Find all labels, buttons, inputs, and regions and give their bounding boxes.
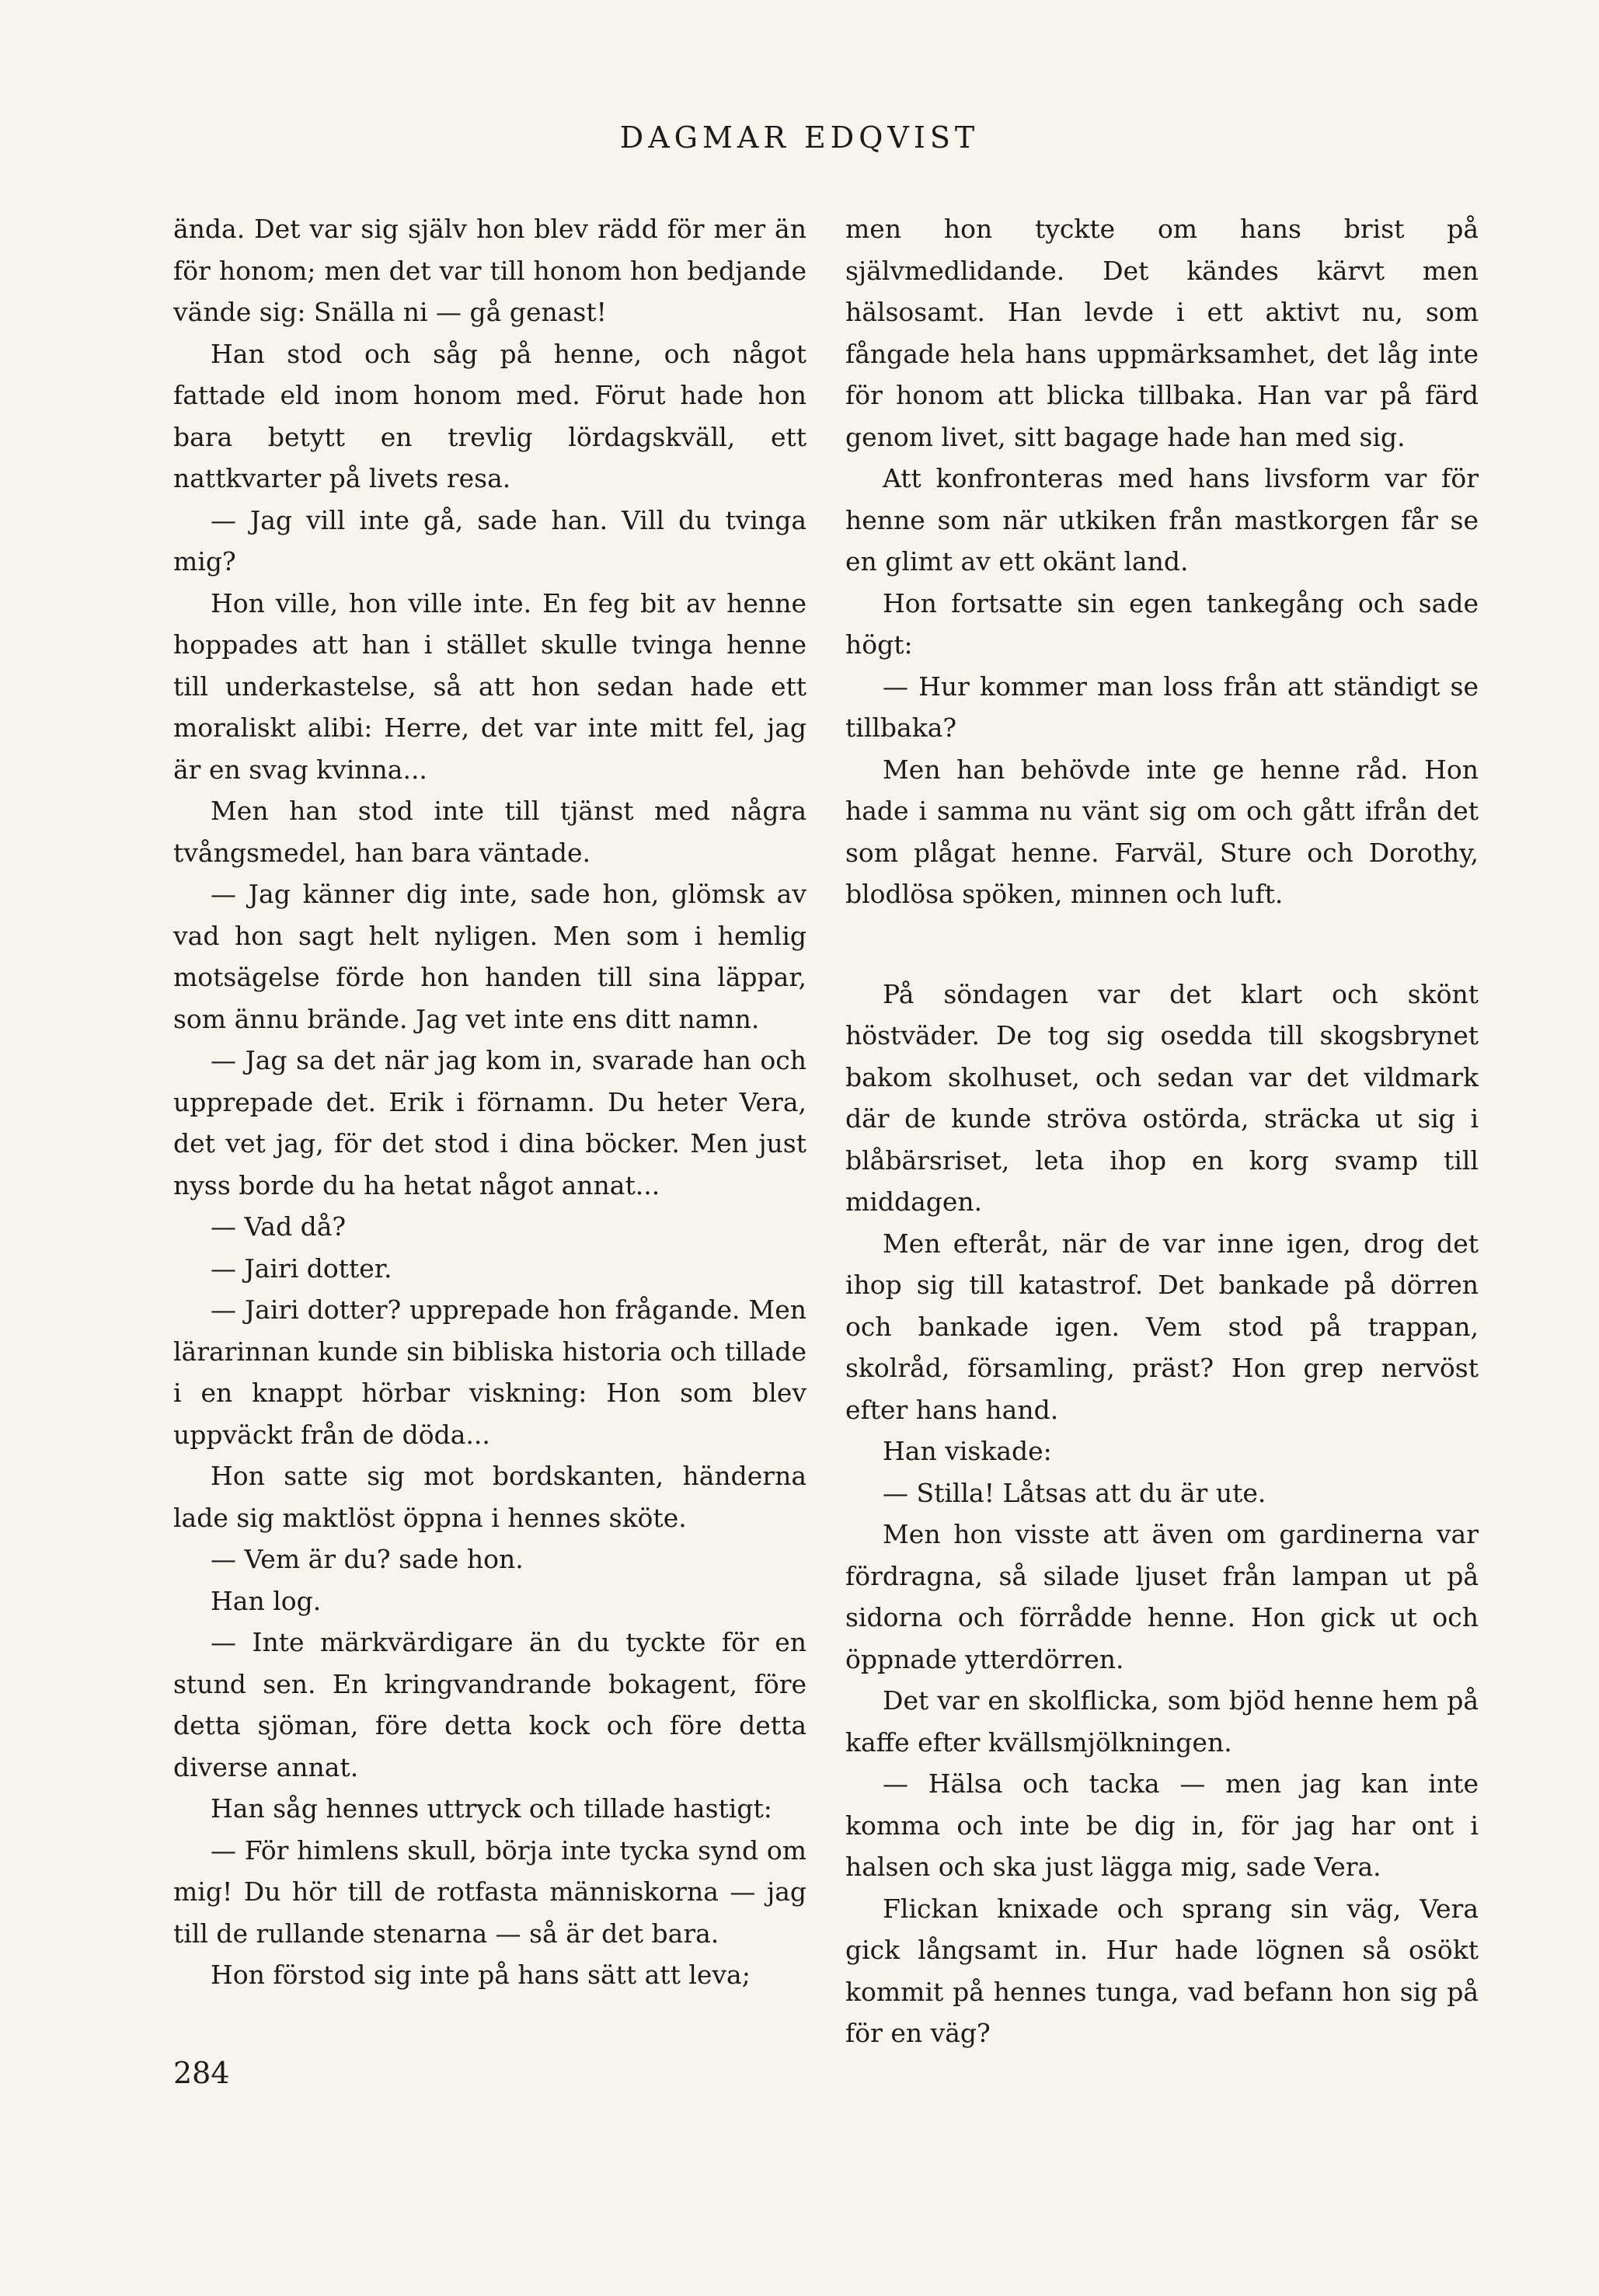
paragraph: Hon förstod sig inte på hans sätt att leva; [211,1960,751,1990]
paragraph: — Jairi dotter. [211,1253,392,1284]
section-break [845,915,1479,974]
paragraph: Han log. [211,1585,322,1616]
paragraph: Hon satte sig mot bordskanten, händerna lade sig maktlöst öppna i hennes sköte. [173,1461,806,1533]
paragraph: — För himlens skull, börja inte tycka synd om mig! Du hör till de rotfasta människorna — jag till de rullande stenarna — så är det bara. [173,1834,806,1949]
paragraph: Hon ville, hon ville inte. En feg bit av henne hoppades att han i stället skulle tvinga henne till underkastelse, så att hon sedan hade ett moraliskt alibi: Herre, det var inte mitt fel, jag är en svag kvinna... [173,587,806,785]
paragraph: Flickan knixade och sprang sin väg, Vera gick långsamt in. Hur hade lögnen så osökt kommit på hennes tunga, vad befann hon sig på för en väg? [845,1893,1479,2048]
paragraph: — Inte märkvärdigare än du tyckte för en stund sen. En kringvandrande bokagent, före detta sjöman, före detta kock och före detta diverse annat. [173,1627,806,1782]
paragraph: Han såg hennes uttryck och tillade hastigt: [211,1793,772,1824]
paragraph: Han stod och såg på henne, och något fattade eld inom honom med. Förut hade hon bara betytt en trevlig lördagskväll, ett nattkvarter på livets resa. [173,338,806,493]
paragraph: — Hälsa och tacka — men jag kan inte komma och inte be dig in, för jag har ont i halsen och ska just lägga mig, sade Vera. [845,1768,1479,1882]
paragraph: Hon fortsatte sin egen tankegång och sade högt: [845,587,1479,660]
paragraph: På söndagen var det klart och skönt höstväder. De tog sig osedda till skogsbrynet bakom skolhuset, och sedan var det vildmark där de kunde ströva ostörda, sträcka ut sig i blåbärsriset, leta ihop en korg svamp till middagen. [845,978,1479,1217]
paragraph: — Jag vill inte gå, sade han. Vill du tvinga mig? [173,504,806,577]
paragraph: Det var en skolflicka, som bjöd henne hem på kaffe efter kvällsmjölkningen. [845,1685,1479,1758]
paragraph: ända. Det var sig själv hon blev rädd för mer än för honom; men det var till honom hon bedjande vände sig: Snälla ni — gå genast! [173,214,806,327]
paragraph: Men efteråt, när de var inne igen, drog det ihop sig till katastrof. Det bankade på dörren och bankade igen. Vem stod på trappan, skolråd, församling, präst? Hon grep nervöst efter hans hand. [845,1228,1479,1425]
paragraph: Men han behövde inte ge henne råd. Hon hade i samma nu vänt sig om och gått ifrån det som plågat henne. Farväl, Sture och Dorothy, blodlösa spöken, minnen och luft. [845,754,1479,909]
paragraph: — Vad då? [211,1211,347,1242]
paragraph: — Jag sa det när jag kom in, svarade han och upprepade det. Erik i förnamn. Du heter Vera, det vet jag, för det stod i dina böcker. Men just nyss borde du ha hetat något annat... [173,1045,806,1200]
paragraph: — Jairi dotter? upprepade hon frågande. Men lärarinnan kunde sin bibliska historia och tillade i en knappt hörbar viskning: Hon som blev uppväckt från de döda... [173,1294,806,1450]
paragraph: — Hur kommer man loss från att ständigt se tillbaka? [845,671,1479,743]
paragraph: — Jag känner dig inte, sade hon, glömsk av vad hon sagt helt nyligen. Men som i hemlig motsägelse förde hon handen till sina läppar, som ännu brände. Jag vet inte ens ditt namn. [173,879,806,1034]
right-text-column [845,208,1479,2054]
paragraph: Att konfronteras med hans livsform var för henne som när utkiken från mastkorgen får se en glimt av ett okänt land. [845,463,1479,577]
paragraph: Men hon visste att även om gardinerna var fördragna, så silade ljuset från lampan ut på sidorna och förrådde henne. Hon gick ut och öppnade ytterdörren. [845,1519,1479,1674]
paragraph: Men han stod inte till tjänst med några tvångsmedel, han bara väntade. [173,796,806,868]
paragraph: — Vem är du? sade hon. [211,1544,524,1574]
left-text-column [173,208,806,1996]
paragraph: — Stilla! Låtsas att du är ute. [883,1477,1266,1508]
paragraph: Han viskade: [883,1436,1052,1466]
paragraph: men hon tyckte om hans brist på självmedlidande. Det kändes kärvt men hälsosamt. Han levde i ett aktivt nu, som fångade hela hans uppmärksamhet, det låg inte för honom att blicka tillbaka. Han var på färd genom livet, sitt bagage hade han med sig. [845,214,1479,452]
running-head: DAGMAR EDQVIST [619,120,980,155]
page-number: 284 [173,2056,230,2090]
